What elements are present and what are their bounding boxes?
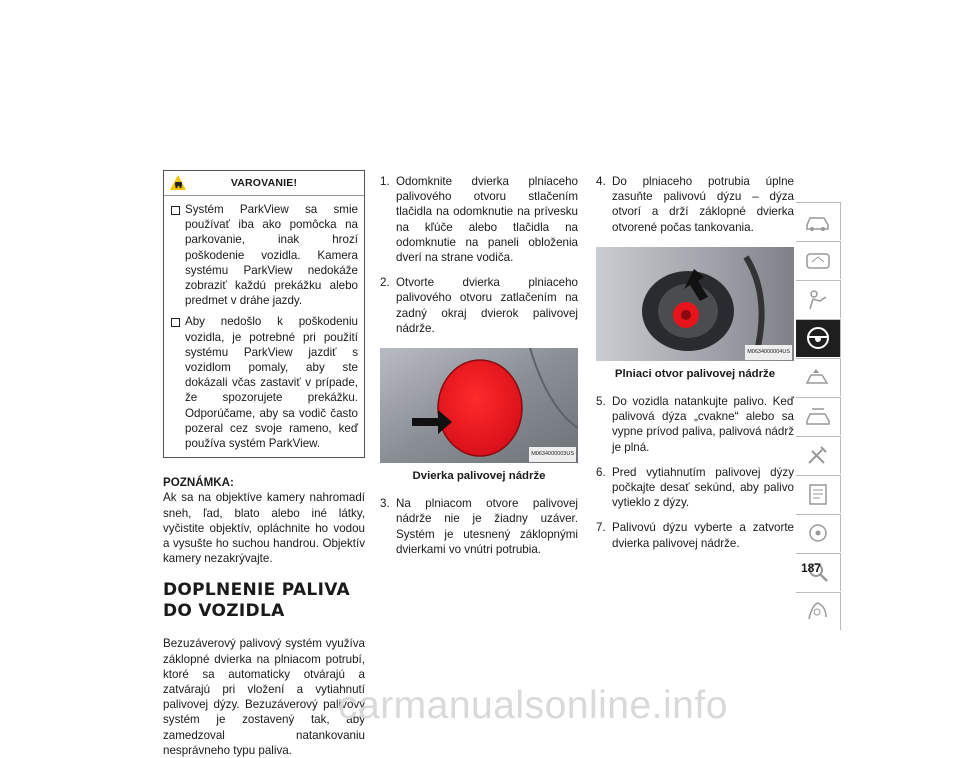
tab-language[interactable] bbox=[796, 592, 841, 630]
step-item bbox=[380, 496, 578, 557]
step-item bbox=[380, 174, 578, 265]
tab-dashboard-lights[interactable] bbox=[796, 241, 841, 279]
step-item bbox=[596, 174, 794, 235]
warning-header bbox=[164, 171, 364, 196]
tab-safety[interactable] bbox=[796, 280, 841, 318]
page-number: 187 bbox=[801, 561, 822, 575]
note-title: POZNÁMKA: bbox=[163, 476, 234, 490]
tools-icon bbox=[804, 443, 832, 467]
right-column bbox=[596, 172, 794, 551]
step-number: 7. bbox=[596, 521, 606, 535]
tab-specifications[interactable] bbox=[796, 475, 841, 513]
warning-item-text: Aby nedošlo k poškodeniu vozidla, je potrebné pri použití systému ParkView jazdiť s vozidlom pomaly, aby ste dokázali včas zastaviť v prípade, že spozorujete prekážku. Odporúčame, aby sa vodič často pozeral cez svoje rameno, keď používa systém ParkView. bbox=[185, 315, 358, 451]
left-column bbox=[163, 170, 365, 758]
step-text: Pred vytiahnutím palivovej dýzy počkajte desať sekúnd, aby palivo vytieklo z dýzy. bbox=[612, 465, 794, 510]
warning-item bbox=[164, 196, 364, 308]
tab-service[interactable] bbox=[796, 397, 841, 435]
fuel-door-photo bbox=[380, 348, 578, 463]
tab-maintenance[interactable] bbox=[796, 436, 841, 474]
checkbox-square-icon bbox=[171, 318, 180, 327]
warning-title: VAROVANIE! bbox=[230, 177, 298, 189]
figure-caption: Plniaci otvor palivovej nádrže bbox=[614, 367, 776, 380]
step-item bbox=[380, 275, 578, 336]
warning-icon bbox=[170, 175, 186, 190]
figure-caption: Dvierka palivovej nádrže bbox=[412, 470, 546, 483]
multimedia-icon bbox=[804, 521, 832, 545]
step-text: Odomknite dvierka plniaceho palivového otvoru stlačením tlačidla na odomknutie na prívesku na kľúče alebo tlačidla na odomknutie na paneli obloženia dverí na strane vodiča. bbox=[396, 175, 578, 265]
emergency-car-icon bbox=[804, 365, 832, 389]
note-text: Ak sa na objektíve kamery nahromadí sneh, ľad, blato alebo iné látky, vyčistite objektív, opláchnite ho vodou a vysušte ho suchou handrou. Objektív kamery nezakrývajte. bbox=[163, 491, 365, 566]
fuel-filler-photo bbox=[596, 247, 794, 361]
specifications-icon bbox=[804, 482, 832, 506]
image-code: M0634000003US bbox=[529, 447, 576, 462]
step-number: 5. bbox=[596, 395, 606, 409]
watermark: carmanualsonline.info bbox=[338, 684, 728, 727]
warning-box bbox=[163, 170, 365, 458]
step-number: 1. bbox=[380, 175, 390, 188]
steering-wheel-icon bbox=[804, 326, 832, 350]
checkbox-square-icon bbox=[171, 206, 180, 215]
step-item bbox=[596, 465, 794, 511]
step-number: 4. bbox=[596, 175, 606, 188]
step-number: 2. bbox=[380, 276, 390, 290]
safety-airbag-icon bbox=[804, 287, 832, 311]
step-text: Na plniacom otvore palivovej nádrže nie je žiadny uzáver. Systém je utesnený záklopnými dvierkami vo vnútri potrubia. bbox=[396, 497, 578, 556]
dashboard-lights-icon bbox=[804, 248, 832, 272]
tab-starting-operating[interactable] bbox=[796, 319, 841, 357]
step-text: Do plniaceho potrubia úplne zasuňte palivovú dýzu – dýza otvorí a drží záklopné dvierka otvorené počas tankovania. bbox=[612, 175, 794, 234]
step-number: 6. bbox=[596, 465, 606, 479]
image-code: M0634000004US bbox=[745, 345, 792, 360]
tab-emergency[interactable] bbox=[796, 358, 841, 396]
step-text: Palivovú dýzu vyberte a zatvorte dvierka palivovej nádrže. bbox=[612, 521, 794, 550]
step-text: Do vozidla natankujte palivo. Keď palivová dýza „cvakne“ alebo sa vypne prívod paliva, palivová nádrž je plná. bbox=[612, 395, 794, 454]
step-number: 3. bbox=[380, 497, 390, 511]
service-car-icon bbox=[804, 404, 832, 428]
warning-item bbox=[164, 308, 364, 451]
language-icon bbox=[804, 599, 832, 623]
warning-item-text: Systém ParkView sa smie používať iba ako pomôcka na parkovanie, inak hrozí poškodenie vozidla. Kamera systému ParkView nedokáže zobraziť každú prekážku alebo predmet v dráhe jazdy. bbox=[185, 203, 358, 308]
fuel-door-image bbox=[380, 348, 578, 463]
step-text: Otvorte dvierka plniaceho palivového otvoru zatlačením na zadný okraj dvierok palivovej nádrže. bbox=[396, 276, 578, 335]
section-title: DOPLNENIE PALIVA DO VOZIDLA bbox=[163, 580, 350, 622]
tab-multimedia[interactable] bbox=[796, 514, 841, 552]
step-item bbox=[596, 394, 794, 455]
middle-column bbox=[380, 172, 578, 557]
car-info-icon bbox=[804, 209, 832, 233]
step-item bbox=[596, 520, 794, 550]
tab-car-info[interactable] bbox=[796, 202, 841, 240]
section-intro: Bezuzáverový palivový systém využíva záklopné dvierka na plniacom potrubí, ktoré sa automaticky otvárajú a zatvárajú pri vložení a vytiahnutí palivovej dýzy. Bezuzáverový palivový systém je zostavený tak, aby zamedzoval natankovaniu nesprávneho typu paliva. bbox=[163, 637, 365, 757]
